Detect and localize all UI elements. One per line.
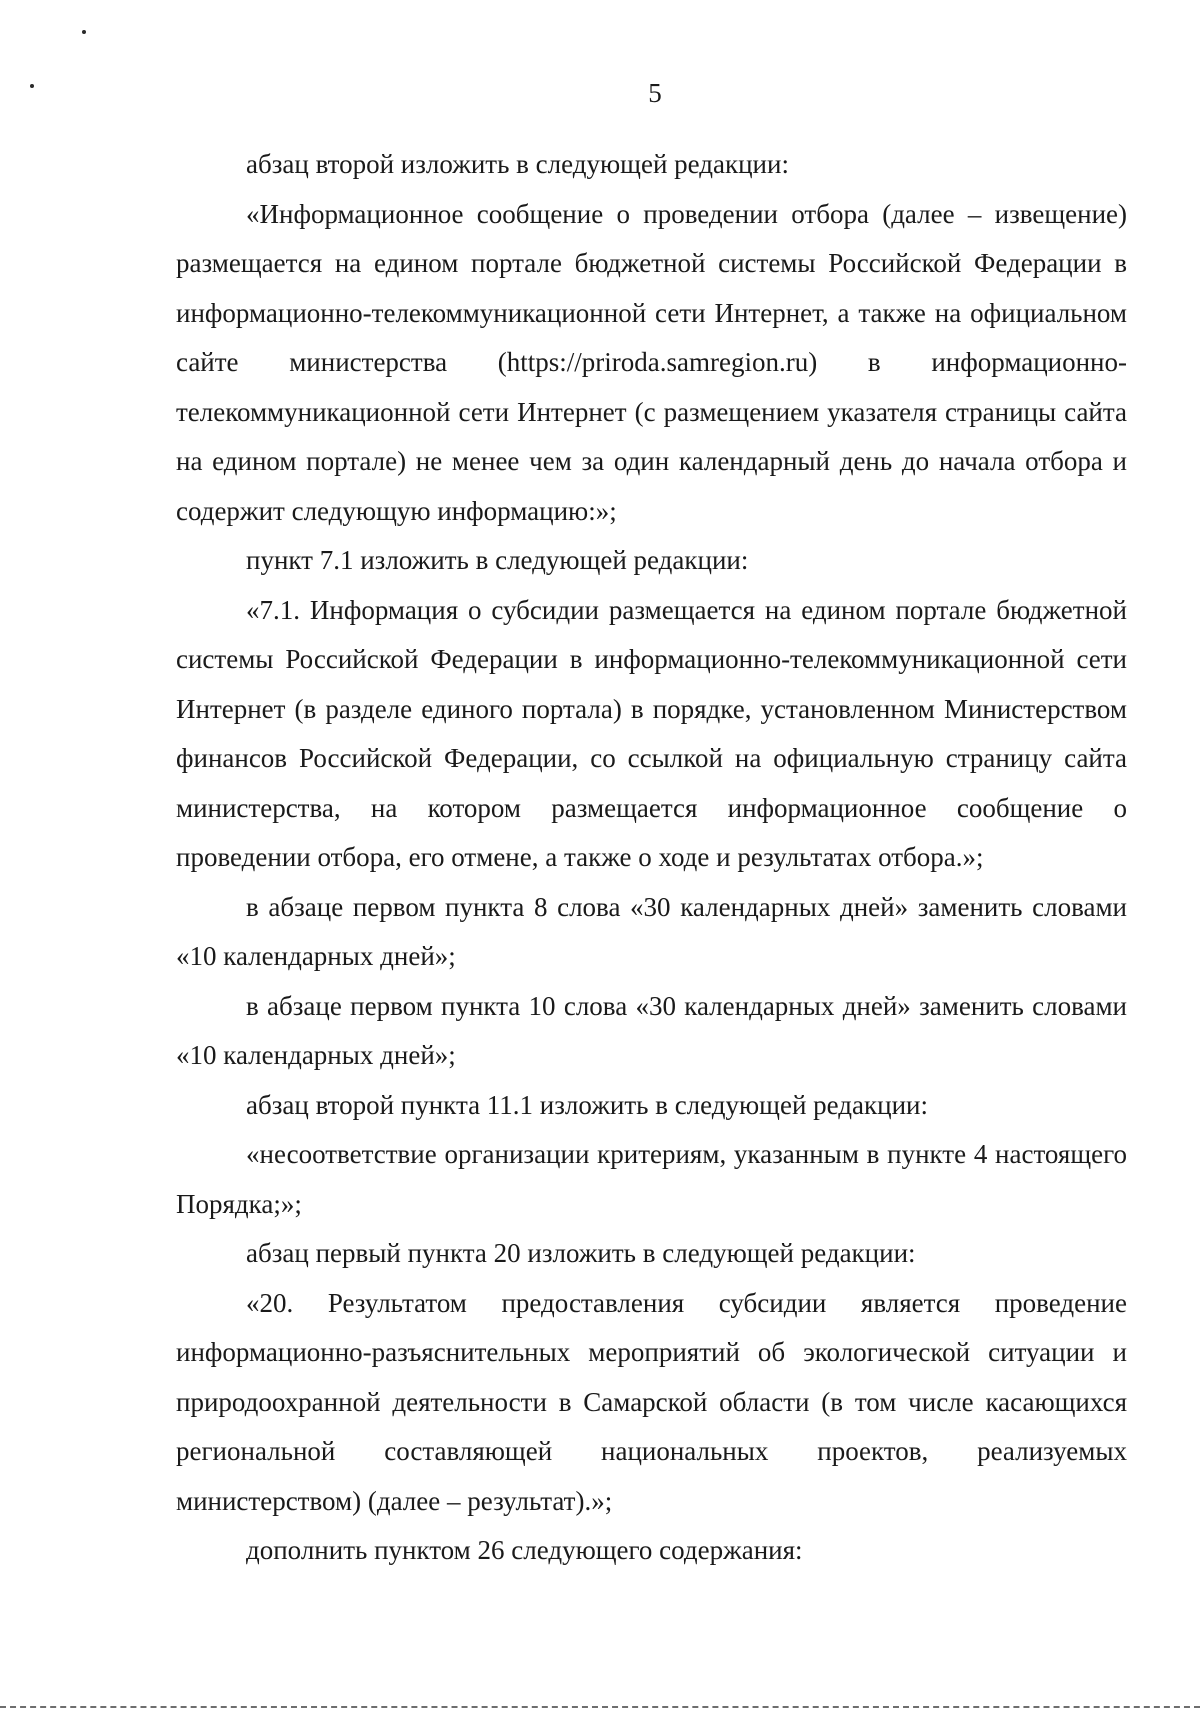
paragraph: дополнить пунктом 26 следующего содержания:	[246, 1535, 803, 1565]
scan-speck	[82, 30, 86, 34]
paragraph: в абзаце первом пункта 10 слова «30 календарных дней» заменить словами «10 календарных дней»;	[176, 990, 1127, 1070]
paragraph: пункт 7.1 изложить в следующей редакции:	[246, 545, 749, 575]
paragraph: «Информационное сообщение о проведении отбора (далее – извещение) размещается на едином портале бюджетной системы Российской Федерации в информационно-телекоммуникационной сети Интернет, а также на официальном сайте министерства (https://priroda.samregion.ru) в информационно-телекоммуникационной сети Интернет (с размещением указателя страницы сайта на едином портале) не менее чем за один календарный день до начала отбора и содержит следующую информацию:»;	[176, 198, 1127, 526]
paragraph: «несоответствие организации критериям, указанным в пункте 4 настоящего Порядка;»;	[176, 1139, 1127, 1219]
paragraph: абзац второй пункта 11.1 изложить в следующей редакции:	[246, 1089, 928, 1120]
paragraph: абзац второй изложить в следующей редакции:	[246, 149, 789, 179]
paragraph: «7.1. Информация о субсидии размещается на едином портале бюджетной системы Российской Федерации в информационно-телекоммуникационной сети Интернет (в разделе единого портала) в порядке, установленном Министерством финансов Российской Федерации, со ссылкой на официальную страницу сайта министерства, на котором размещается информационное сообщение о проведении отбора, его отмене, а также о ходе и результатах отбора.»;	[176, 594, 1127, 872]
scan-edge-line	[0, 1706, 1200, 1708]
paragraph: «20. Результатом предоставления субсидии является проведение информационно-разъяснительных мероприятий об экологической ситуации и природоохранной деятельности в Самарской области (в том числе касающихся региональной составляющей национальных проектов, реализуемых министерством) (далее – результат).»;	[176, 1287, 1127, 1516]
page-number: 5	[648, 78, 662, 108]
document-body	[176, 140, 1127, 1576]
paragraph: в абзаце первом пункта 8 слова «30 календарных дней» заменить словами «10 календарных дней»;	[176, 891, 1127, 971]
paragraph: абзац первый пункта 20 изложить в следующей редакции:	[246, 1238, 916, 1268]
